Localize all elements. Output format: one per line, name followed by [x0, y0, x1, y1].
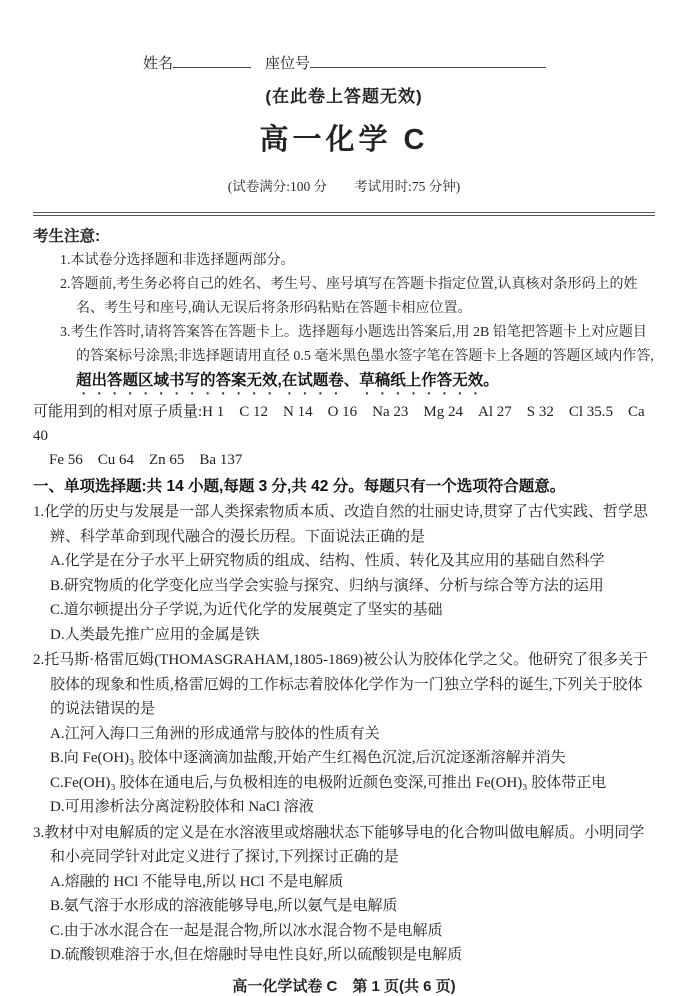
name-blank-field — [173, 54, 251, 68]
seat-label: 座位号 — [265, 56, 311, 72]
question-3-stem: 3.教材中对电解质的定义是在水溶液里或熔融状态下能够导电的化合物叫做电解质。小明同学和小亮同学针对此定义进行了探讨,下列探讨正确的是 — [33, 824, 645, 865]
page-title: 高一化学 C — [259, 124, 429, 156]
name-label: 姓名 — [143, 56, 174, 72]
notice-item-1: 1.本试卷分选择题和非选择题两部分。 — [60, 253, 295, 268]
notice-item-3 — [33, 321, 655, 398]
invalid-notice: (在此卷上答题无效) — [265, 87, 423, 106]
question-1-option-d: D.人类最先推广应用的金属是铁 — [50, 626, 260, 643]
question-3-option-d: D.硫酸钡难溶于水,但在熔融时导电性良好,所以硫酸钡是电解质 — [50, 947, 463, 963]
question-1-option-b: B.研究物质的化学变化应当学会实验与探究、归纳与演绎、分析与综合等方法的运用 — [50, 577, 604, 594]
atomic-masses-line-2: Fe 56 Cu 64 Zn 65 Ba 137 — [49, 452, 243, 468]
exam-info: (试卷满分:100 分 考试用时:75 分钟) — [227, 179, 461, 194]
question-1 — [33, 500, 655, 647]
seat-blank-field — [310, 54, 546, 68]
name-seat-row — [143, 52, 655, 74]
notice-heading: 考生注意: — [33, 228, 101, 245]
question-3-option-a: A.熔融的 HCl 不能导电,所以 HCl 不是电解质 — [50, 873, 344, 890]
question-3-option-b: B.氨气溶于水形成的溶液能够导电,所以氨气是电解质 — [50, 898, 398, 914]
question-2-option-c: C.Fe(OH)₃ 胶体在通电后,与负极相连的电极附近颜色变深,可推出 Fe(OH)₃ 胶体带正电 — [50, 774, 607, 791]
notice-item-2: 2.答题前,考生务必将自己的姓名、考生号、座号填写在答题卡指定位置,认真核对条形码上的姓名、考生号和座号,确认无误后将条形码粘贴在答题卡相应位置。 — [60, 277, 638, 316]
question-1-option-c: C.道尔顿提出分子学说,为近代化学的发展奠定了坚实的基础 — [50, 602, 443, 618]
question-2-option-a: A.江河入海口三角洲的形成通常与胶体的性质有关 — [50, 725, 380, 742]
question-2-option-b: B.向 Fe(OH)₃ 胶体中逐滴滴加盐酸,开始产生红褐色沉淀,后沉淀逐渐溶解并消失 — [50, 750, 566, 766]
atomic-masses-label: 可能用到的相对原子质量: — [33, 404, 203, 420]
question-1-stem: 1.化学的历史与发展是一部人类探索物质本质、改造自然的壮丽史诗,贯穿了古代实践、哲学思辨、科学革命到现代融合的漫长历程。下面说法正确的是 — [33, 504, 649, 545]
question-2-option-d: D.可用渗析法分离淀粉胶体和 NaCl 溶液 — [50, 799, 314, 815]
section-title: 一、单项选择题:共 14 小题,每题 3 分,共 42 分。每题只有一个选项符合题意。 — [33, 478, 566, 495]
question-1-option-a: A.化学是在分子水平上研究物质的组成、结构、性质、转化及其应用的基础自然科学 — [50, 553, 605, 569]
notice-item-3-text: 3.考生作答时,请将答案答在答题卡上。选择题每小题选出答案后,用 2B 铅笔把答题卡上对应题目的答案标号涂黑;非选择题请用直径 0.5 毫米黑色墨水签字笔在答题卡上各题的答题区域内作答, — [60, 325, 654, 364]
question-3-option-c: C.由于冰水混合在一起是混合物,所以冰水混合物不是电解质 — [50, 922, 443, 939]
atomic-masses-values-1: H 1 C 12 N 14 O 16 Na 23 Mg 24 Al 27 S 32 Cl 35.5 Ca 40 — [33, 404, 645, 444]
question-3 — [33, 821, 655, 968]
question-2-stem: 2.托马斯·格雷厄姆(THOMASGRAHAM,1805-1869)被公认为胶体化学之父。他研究了很多关于胶体的现象和性质,格雷厄姆的工作标志着胶体化学作为一门独立学科的诞生,下列关于胶体的说法错误的是 — [33, 652, 648, 717]
header-divider — [33, 212, 655, 216]
question-2 — [33, 648, 655, 820]
atomic-masses-line-1 — [33, 400, 655, 448]
page-footer: 高一化学试卷 C 第 1 页(共 6 页) — [232, 977, 456, 995]
notice-item-3-emphasis: 超出答题区域书写的答案无效,在试题卷、草稿纸上作答无效。 — [76, 372, 499, 389]
